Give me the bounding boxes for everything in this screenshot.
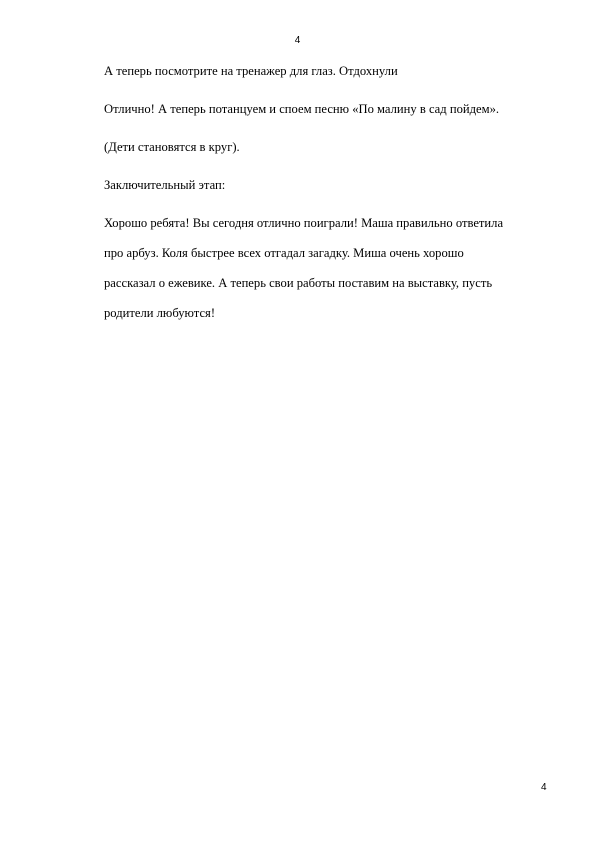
paragraph-final-line: рассказал о ежевике. А теперь свои работы поставим на выставку, пусть	[104, 276, 493, 290]
paragraph-final-line: про арбуз. Коля быстрее всех отгадал загадку. Миша очень хорошо	[104, 246, 464, 260]
header-page-number: 4	[294, 35, 301, 46]
paragraph-eye-trainer: А теперь посмотрите на тренажер для глаз. Отдохнули	[104, 64, 398, 78]
document-body	[104, 56, 554, 328]
paragraph-song: Отлично! А теперь потанцуем и споем песню «По малину в сад пойдем».	[104, 102, 500, 116]
paragraph-circle: (Дети становятся в круг).	[104, 140, 240, 154]
paragraph-final-line: родители любуются!	[104, 306, 216, 320]
section-heading-final-stage: Заключительный этап:	[104, 178, 226, 192]
paragraph-final	[104, 208, 554, 328]
footer-page-number: 4	[541, 782, 547, 793]
paragraph-final-line: Хорошо ребята! Вы сегодня отлично поиграли! Маша правильно ответила	[104, 216, 504, 230]
